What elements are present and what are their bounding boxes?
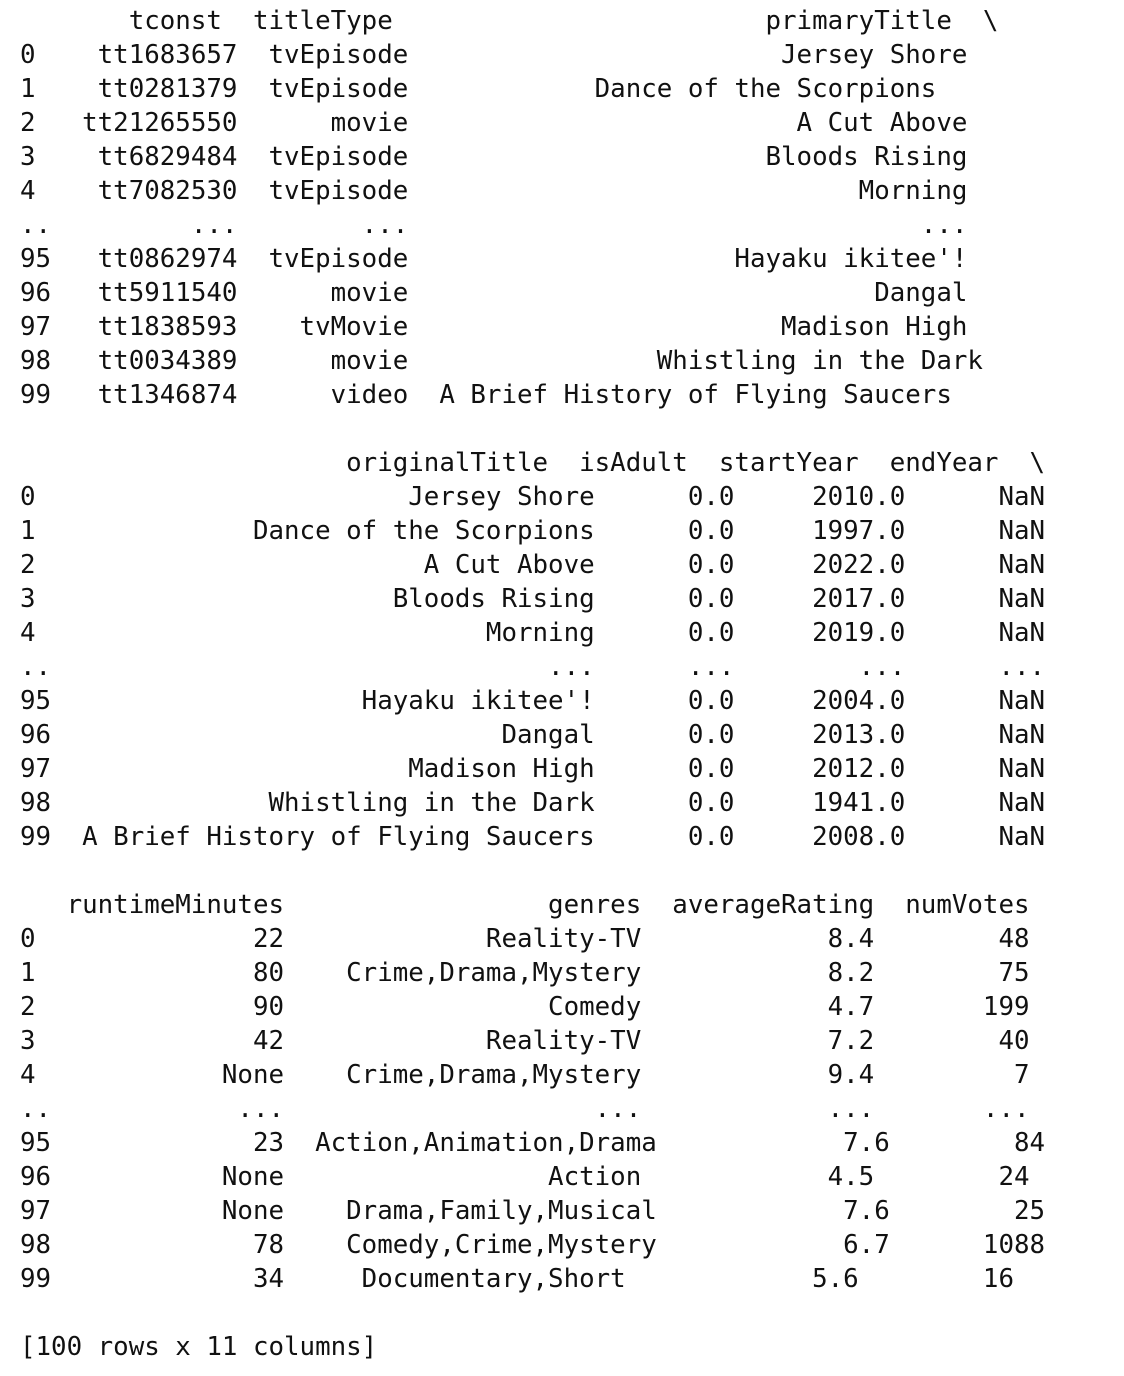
table-row: 2 tt21265550 movie A Cut Above <box>20 108 968 138</box>
table-row: 99 34 Documentary,Short 5.6 16 <box>20 1264 1014 1294</box>
table-row: 95 tt0862974 tvEpisode Hayaku ikitee'! <box>20 244 968 274</box>
dataframe-block-3 <box>20 888 1120 1296</box>
table-row: 4 Morning 0.0 2019.0 NaN <box>20 618 1046 648</box>
table-row: 97 None Drama,Family,Musical 7.6 25 <box>20 1196 1046 1226</box>
column-header-row: originalTitle isAdult startYear endYear \ <box>20 448 1046 478</box>
table-row: 4 tt7082530 tvEpisode Morning <box>20 176 968 206</box>
table-row: 97 tt1838593 tvMovie Madison High <box>20 312 968 342</box>
dataframe-block-1 <box>20 4 1120 412</box>
column-header-row: runtimeMinutes genres averageRating numVotes <box>20 890 1030 920</box>
ellipsis-row: .. ... ... ... <box>20 210 968 240</box>
dataframe-shape-summary: [100 rows x 11 columns] <box>20 1332 378 1362</box>
table-row: 95 Hayaku ikitee'! 0.0 2004.0 NaN <box>20 686 1046 716</box>
table-row: 0 Jersey Shore 0.0 2010.0 NaN <box>20 482 1046 512</box>
table-row: 0 tt1683657 tvEpisode Jersey Shore <box>20 40 968 70</box>
table-row: 3 tt6829484 tvEpisode Bloods Rising <box>20 142 968 172</box>
ellipsis-row: .. ... ... ... ... <box>20 652 1046 682</box>
table-row: 2 90 Comedy 4.7 199 <box>20 992 1030 1022</box>
table-row: 98 Whistling in the Dark 0.0 1941.0 NaN <box>20 788 1046 818</box>
column-header-row: tconst titleType primaryTitle \ <box>20 6 999 36</box>
table-row: 96 Dangal 0.0 2013.0 NaN <box>20 720 1046 750</box>
table-row: 99 tt1346874 video A Brief History of Flying Saucers <box>20 380 952 410</box>
table-row: 98 78 Comedy,Crime,Mystery 6.7 1088 <box>20 1230 1046 1260</box>
console-output <box>20 4 1120 1364</box>
table-row: 96 tt5911540 movie Dangal <box>20 278 968 308</box>
table-row: 3 Bloods Rising 0.0 2017.0 NaN <box>20 584 1046 614</box>
table-row: 0 22 Reality-TV 8.4 48 <box>20 924 1030 954</box>
table-row: 1 80 Crime,Drama,Mystery 8.2 75 <box>20 958 1030 988</box>
table-row: 3 42 Reality-TV 7.2 40 <box>20 1026 1030 1056</box>
ellipsis-row: .. ... ... ... ... <box>20 1094 1030 1124</box>
table-row: 99 A Brief History of Flying Saucers 0.0 2008.0 NaN <box>20 822 1046 852</box>
table-row: 97 Madison High 0.0 2012.0 NaN <box>20 754 1046 784</box>
table-row: 1 tt0281379 tvEpisode Dance of the Scorpions <box>20 74 937 104</box>
dataframe-block-2 <box>20 446 1120 854</box>
table-row: 95 23 Action,Animation,Drama 7.6 84 <box>20 1128 1046 1158</box>
table-row: 2 A Cut Above 0.0 2022.0 NaN <box>20 550 1046 580</box>
table-row: 98 tt0034389 movie Whistling in the Dark <box>20 346 983 376</box>
table-row: 4 None Crime,Drama,Mystery 9.4 7 <box>20 1060 1030 1090</box>
table-row: 1 Dance of the Scorpions 0.0 1997.0 NaN <box>20 516 1046 546</box>
table-row: 96 None Action 4.5 24 <box>20 1162 1030 1192</box>
